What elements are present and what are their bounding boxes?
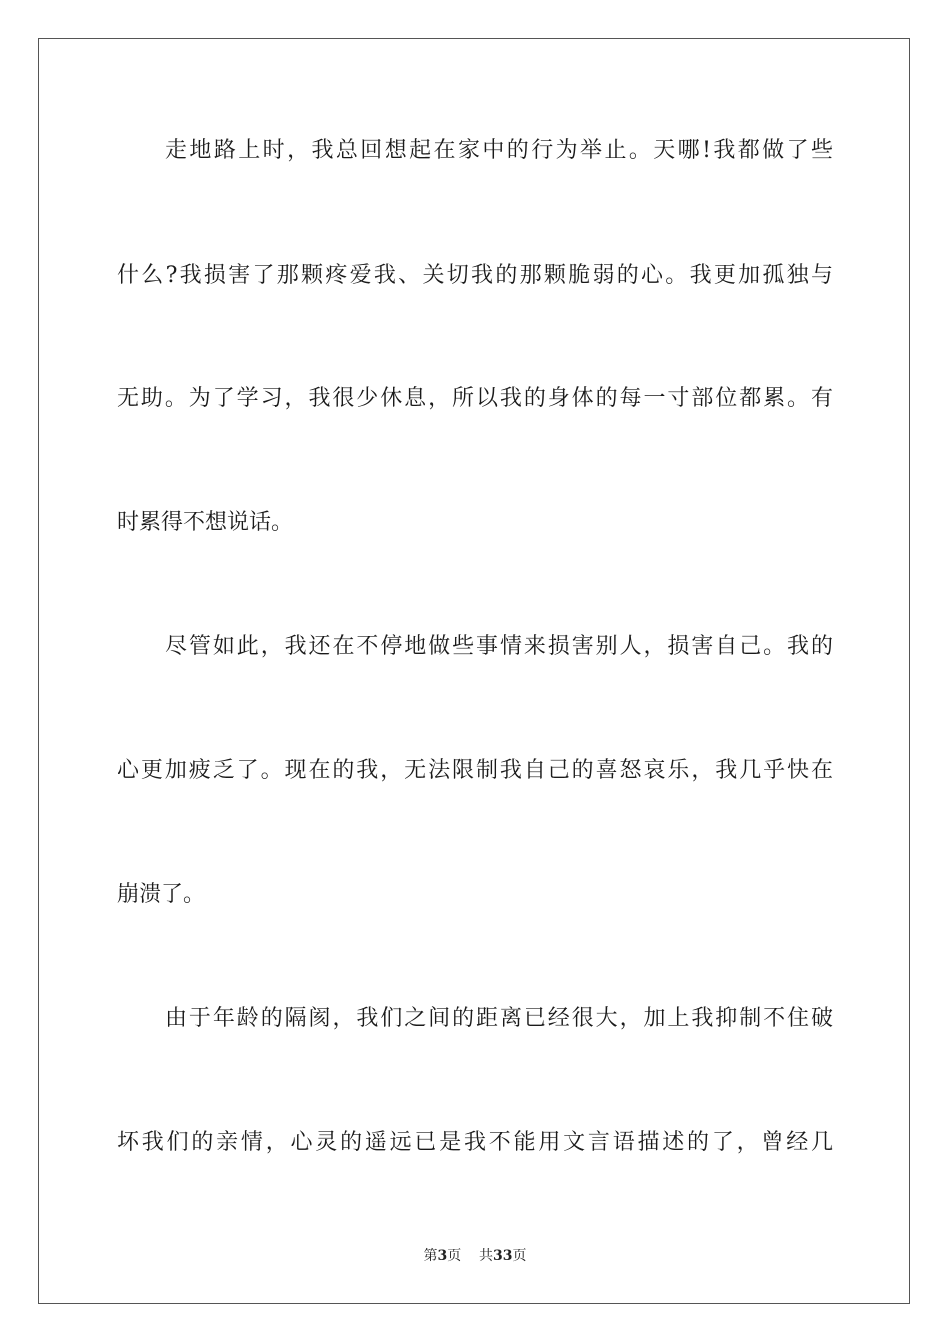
page-prefix: 第 bbox=[423, 1248, 438, 1264]
paragraph-line: 坏我们的亲情，心灵的遥远已是我不能用文言语描述的了，曾经几 bbox=[117, 1130, 833, 1155]
paragraph-line: 尽管如此，我还在不停地做些事情来损害别人，损害自己。我的 bbox=[165, 634, 833, 659]
paragraph-line: 心更加疲乏了。现在的我，无法限制我自己的喜怒哀乐，我几乎快在 bbox=[117, 758, 833, 783]
paragraph-line: 时累得不想说话。 bbox=[117, 510, 294, 535]
paragraph-line: 由于年龄的隔阂，我们之间的距离已经很大，加上我抑制不住破 bbox=[165, 1006, 833, 1031]
total-prefix: 共 bbox=[479, 1248, 494, 1264]
page-border bbox=[38, 38, 910, 1304]
page-footer bbox=[0, 1246, 950, 1266]
paragraph-line: 无助。为了学习，我很少休息，所以我的身体的每一寸部位都累。有 bbox=[117, 386, 833, 411]
paragraph-line: 崩溃了。 bbox=[117, 882, 206, 907]
total-pages: 33 bbox=[493, 1248, 513, 1264]
page-suffix: 页 bbox=[447, 1248, 462, 1264]
total-suffix: 页 bbox=[512, 1248, 527, 1264]
paragraph-line: 什么?我损害了那颗疼爱我、关切我的那颗脆弱的心。我更加孤独与 bbox=[117, 263, 833, 288]
paragraph-line: 走地路上时，我总回想起在家中的行为举止。天哪!我都做了些 bbox=[165, 138, 833, 163]
page-number: 3 bbox=[437, 1248, 448, 1264]
